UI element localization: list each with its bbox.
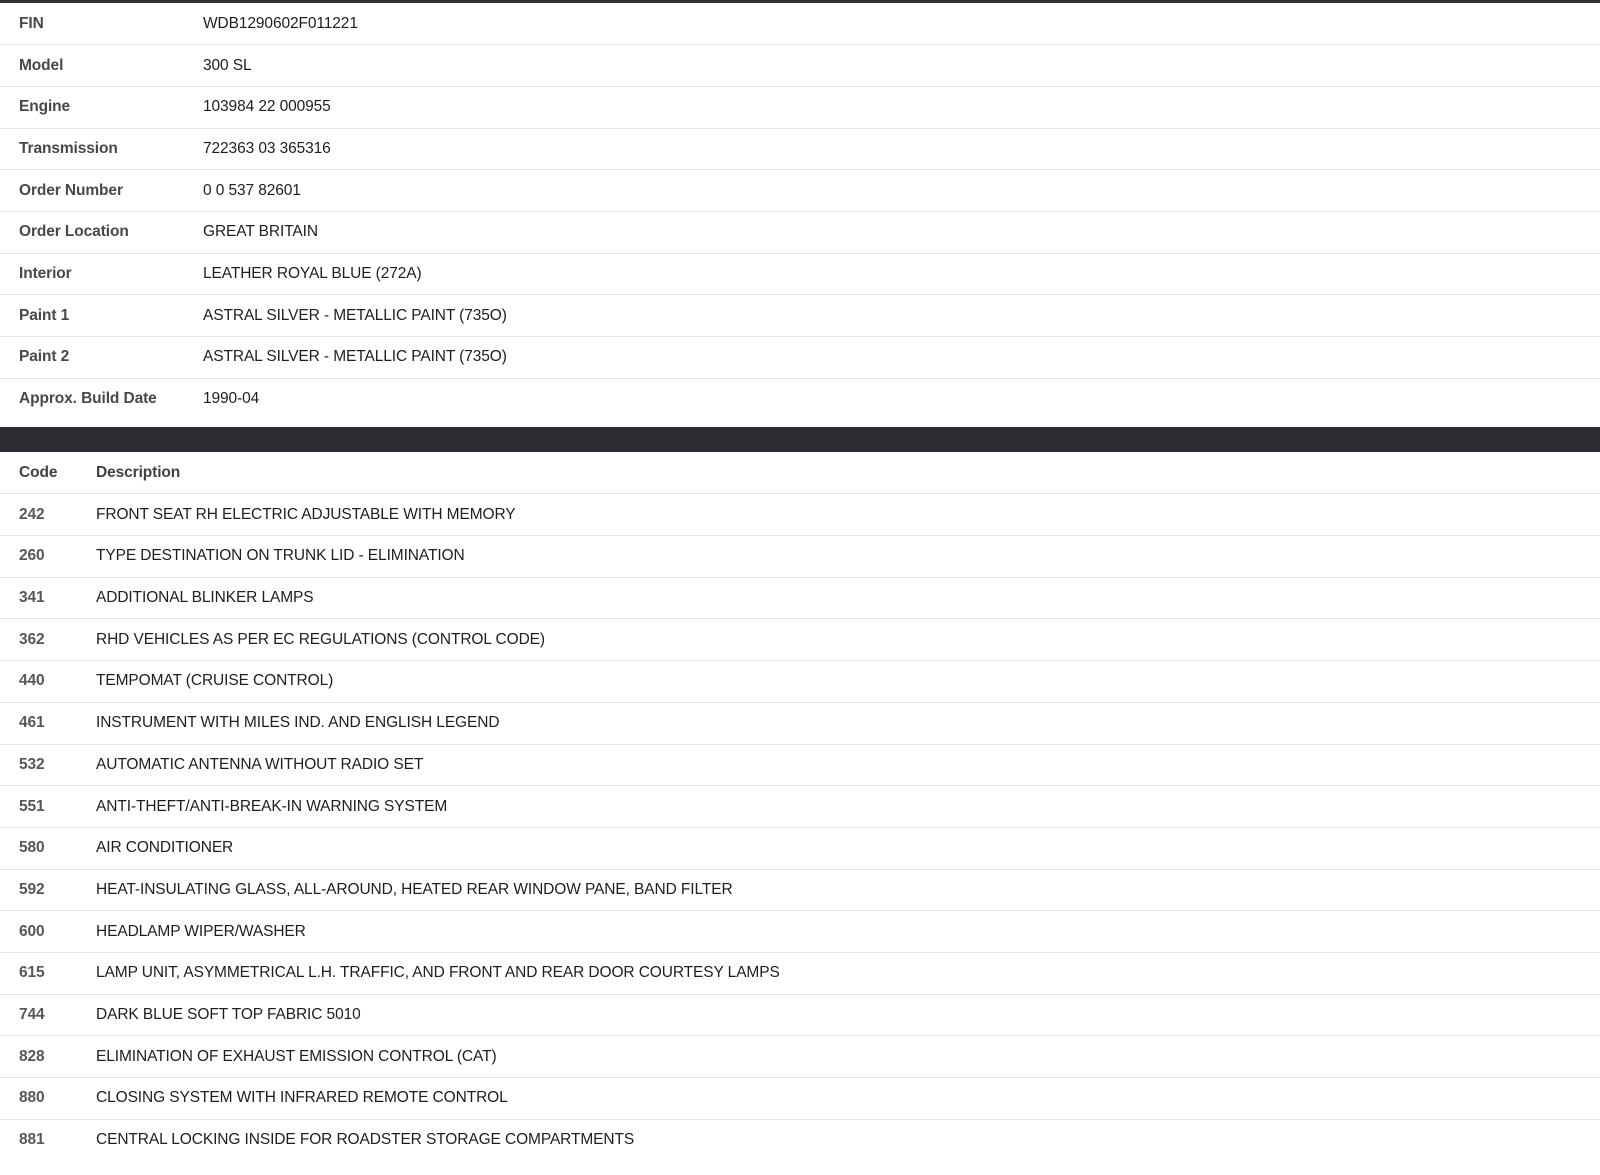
field-value: 1990-04 [203, 390, 260, 408]
vehicle-info-row [0, 45, 1600, 87]
vehicle-info-row [0, 170, 1600, 212]
equipment-code: 592 [0, 869, 96, 911]
equipment-codes-table [0, 452, 1600, 1161]
equipment-code-row [0, 1078, 1600, 1120]
vehicle-info-row [0, 253, 1600, 295]
equipment-description: ANTI-THEFT/ANTI-BREAK-IN WARNING SYSTEM [96, 786, 1600, 828]
equipment-description: HEAT-INSULATING GLASS, ALL-AROUND, HEATED REAR WINDOW PANE, BAND FILTER [96, 869, 1600, 911]
equipment-codes-body [0, 494, 1600, 1161]
equipment-description: RHD VEHICLES AS PER EC REGULATIONS (CONTROL CODE) [96, 619, 1600, 661]
field-value: 103984 22 000955 [203, 86, 1600, 128]
equipment-code: 260 [0, 536, 96, 578]
equipment-code-row [0, 911, 1600, 953]
equipment-description: INSTRUMENT WITH MILES IND. AND ENGLISH LEGEND [96, 702, 1600, 744]
vehicle-info-row [0, 3, 1600, 45]
equipment-code: 580 [0, 827, 96, 869]
equipment-code: 744 [0, 994, 96, 1036]
equipment-code: 242 [0, 494, 96, 536]
equipment-description: AIR CONDITIONER [96, 827, 1600, 869]
vehicle-info-row [0, 86, 1600, 128]
field-label: Transmission [0, 128, 203, 170]
field-value: GREAT BRITAIN [203, 211, 1600, 253]
field-label: Interior [0, 253, 203, 295]
field-label: Paint 1 [0, 295, 203, 337]
equipment-code-row [0, 619, 1600, 661]
equipment-code-row [0, 494, 1600, 536]
field-label: Paint 2 [0, 337, 203, 379]
equipment-code: 828 [0, 1036, 96, 1078]
vehicle-info-row [0, 211, 1600, 253]
equipment-code-row [0, 661, 1600, 703]
equipment-code-row [0, 1119, 1600, 1161]
equipment-code: 881 [19, 1131, 45, 1149]
field-value: ASTRAL SILVER - METALLIC PAINT (735O) [203, 295, 1600, 337]
equipment-code: 362 [0, 619, 96, 661]
equipment-description: DARK BLUE SOFT TOP FABRIC 5010 [96, 994, 1600, 1036]
equipment-description: HEADLAMP WIPER/WASHER [96, 911, 1600, 953]
field-value: 722363 03 365316 [203, 128, 1600, 170]
equipment-code: 341 [0, 577, 96, 619]
description-column-header: Description [96, 452, 1600, 494]
field-label: Model [0, 45, 203, 87]
equipment-code-row [0, 952, 1600, 994]
equipment-code-row [0, 994, 1600, 1036]
vehicle-info-table [0, 3, 1600, 420]
equipment-code-row [0, 536, 1600, 578]
field-label: FIN [0, 3, 203, 45]
field-value: ASTRAL SILVER - METALLIC PAINT (735O) [203, 337, 1600, 379]
equipment-description: ELIMINATION OF EXHAUST EMISSION CONTROL (CAT) [96, 1036, 1600, 1078]
equipment-code-row [0, 702, 1600, 744]
equipment-code: 440 [0, 661, 96, 703]
vehicle-info-row [0, 295, 1600, 337]
vehicle-info-row [0, 337, 1600, 379]
field-label: Engine [0, 86, 203, 128]
equipment-description: LAMP UNIT, ASYMMETRICAL L.H. TRAFFIC, AND FRONT AND REAR DOOR COURTESY LAMPS [96, 952, 1600, 994]
equipment-code: 600 [0, 911, 96, 953]
vehicle-info-row [0, 378, 1600, 420]
field-value: LEATHER ROYAL BLUE (272A) [203, 253, 1600, 295]
code-column-header: Code [0, 452, 96, 494]
equipment-code-row [0, 577, 1600, 619]
equipment-code-row [0, 744, 1600, 786]
equipment-code-row [0, 786, 1600, 828]
equipment-code: 615 [0, 952, 96, 994]
field-value: 0 0 537 82601 [203, 170, 1600, 212]
vehicle-info-body [0, 3, 1600, 420]
equipment-code-row [0, 869, 1600, 911]
equipment-code-row [0, 1036, 1600, 1078]
equipment-description: TYPE DESTINATION ON TRUNK LID - ELIMINATION [96, 536, 1600, 578]
equipment-code-row [0, 827, 1600, 869]
equipment-description: FRONT SEAT RH ELECTRIC ADJUSTABLE WITH MEMORY [96, 494, 1600, 536]
field-label: Approx. Build Date [19, 390, 157, 408]
codes-header-row [0, 452, 1600, 494]
equipment-code: 880 [0, 1078, 96, 1120]
equipment-description: CENTRAL LOCKING INSIDE FOR ROADSTER STORAGE COMPARTMENTS [96, 1131, 635, 1149]
section-divider-bar [0, 427, 1600, 452]
equipment-code: 551 [0, 786, 96, 828]
vehicle-info-row [0, 128, 1600, 170]
equipment-description: TEMPOMAT (CRUISE CONTROL) [96, 661, 1600, 703]
equipment-description: AUTOMATIC ANTENNA WITHOUT RADIO SET [96, 744, 1600, 786]
field-label: Order Location [0, 211, 203, 253]
equipment-code: 461 [0, 702, 96, 744]
equipment-code: 532 [0, 744, 96, 786]
equipment-description: CLOSING SYSTEM WITH INFRARED REMOTE CONTROL [96, 1078, 1600, 1120]
equipment-description: ADDITIONAL BLINKER LAMPS [96, 577, 1600, 619]
field-value: WDB1290602F011221 [203, 3, 1600, 45]
field-value: 300 SL [203, 45, 1600, 87]
field-label: Order Number [0, 170, 203, 212]
